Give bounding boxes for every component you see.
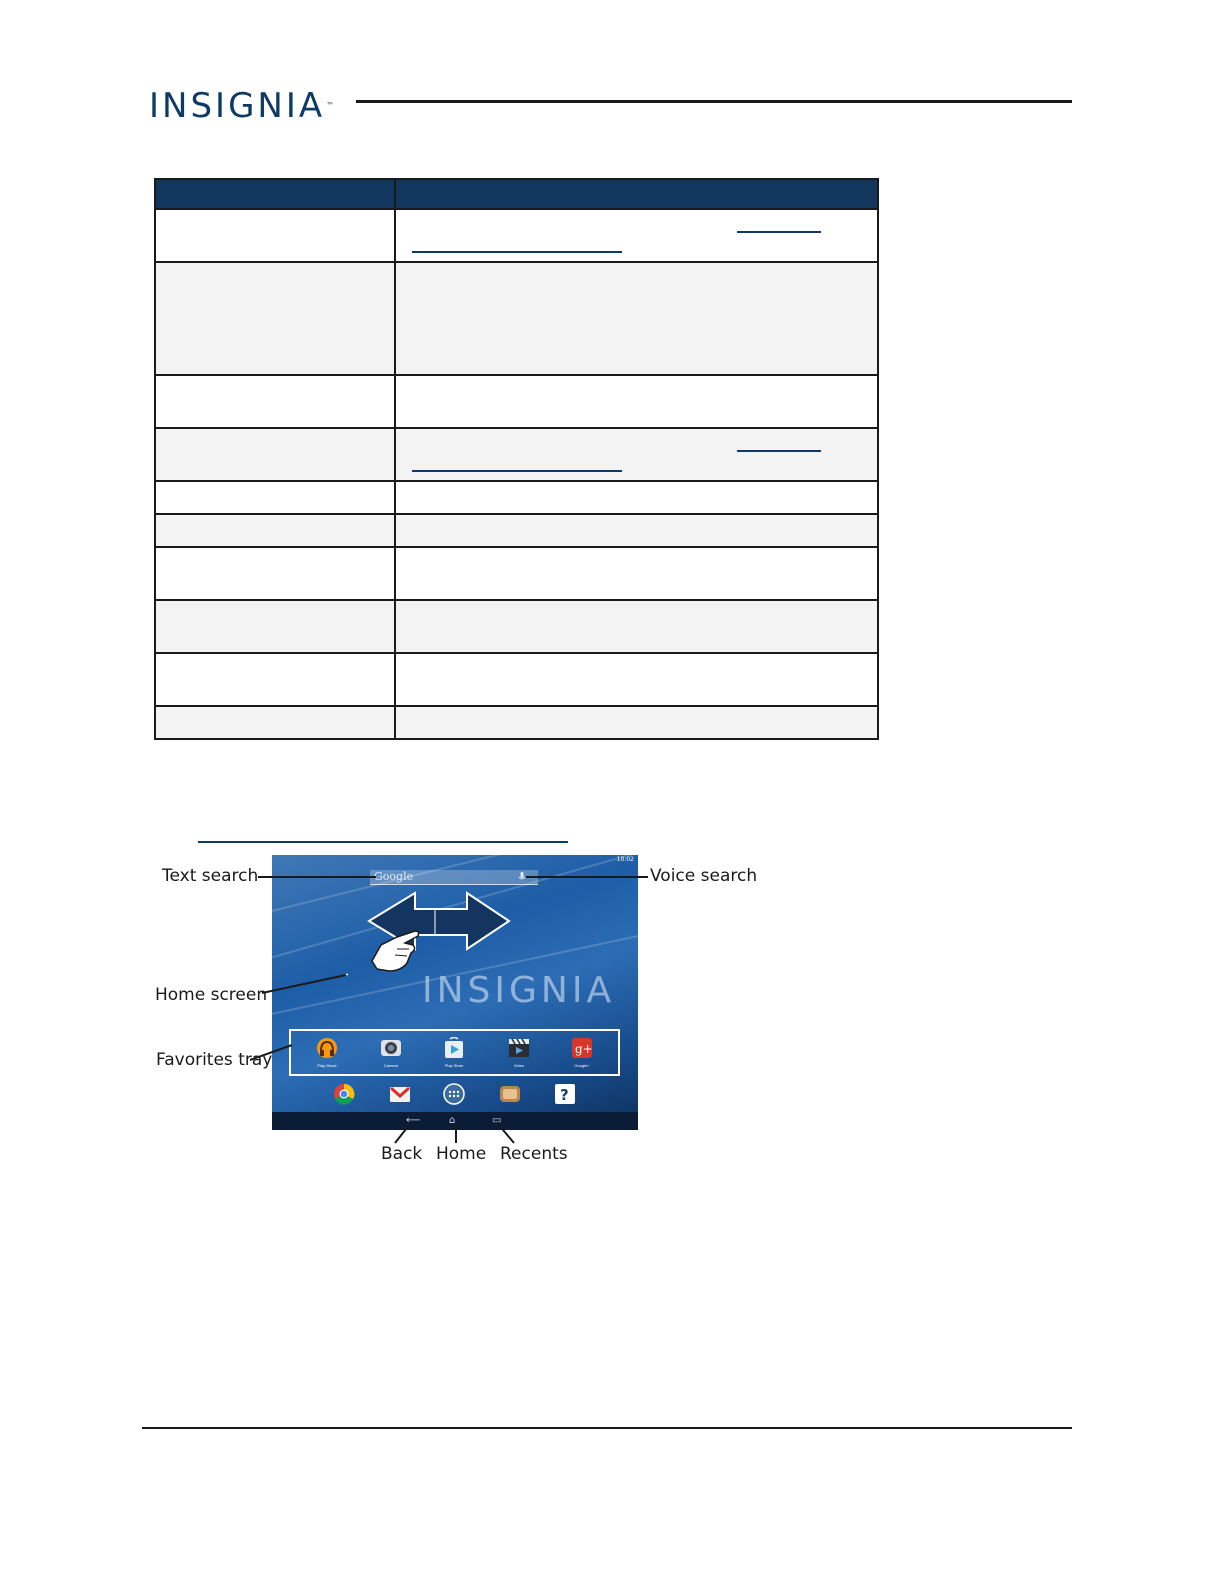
table-cell xyxy=(395,481,878,514)
insignia-wallpaper-logo: INSIGNIA xyxy=(422,970,616,1011)
back-icon[interactable]: ⟵ xyxy=(406,1115,421,1126)
table-row xyxy=(155,653,878,706)
table-row xyxy=(155,547,878,600)
app-label: Google+ xyxy=(574,1063,590,1068)
google-search-bar[interactable] xyxy=(370,870,538,885)
table-cell xyxy=(155,481,395,514)
camera-icon xyxy=(380,1037,402,1059)
callout-text-search: Text search xyxy=(162,866,259,886)
table-cell xyxy=(155,514,395,547)
table-row xyxy=(155,706,878,739)
chrome-icon[interactable] xyxy=(333,1083,355,1105)
table-row xyxy=(155,262,878,375)
table-row xyxy=(155,375,878,428)
hand-gesture-icon xyxy=(367,923,427,975)
table-header-row xyxy=(155,179,878,209)
search-placeholder: Google xyxy=(374,870,414,883)
app-play-music[interactable] xyxy=(307,1035,347,1073)
table-cell xyxy=(155,547,395,600)
callout-home-screen: Home screen xyxy=(155,985,268,1005)
app-play-store[interactable] xyxy=(434,1035,474,1073)
table-cell xyxy=(395,547,878,600)
play-store-icon xyxy=(443,1037,465,1059)
app-label: Play Music xyxy=(317,1063,337,1068)
figure-link[interactable] xyxy=(198,841,568,843)
google-plus-icon xyxy=(571,1037,593,1059)
status-time: 10:02 xyxy=(616,856,634,863)
cross-reference-link[interactable] xyxy=(412,251,622,253)
table-row xyxy=(155,428,878,481)
app-label: Video xyxy=(513,1063,525,1068)
app-label: Play Store xyxy=(444,1063,464,1068)
recents-icon[interactable]: ▭ xyxy=(492,1115,502,1126)
app-camera[interactable] xyxy=(371,1035,411,1073)
table-cell xyxy=(395,706,878,739)
cross-reference-link[interactable] xyxy=(737,231,821,233)
status-bar xyxy=(272,855,638,865)
callout-voice-search: Voice search xyxy=(650,866,758,886)
cross-reference-link[interactable] xyxy=(737,450,821,452)
app-video[interactable] xyxy=(499,1035,539,1073)
photo-app-icon[interactable] xyxy=(499,1083,521,1105)
table-cell xyxy=(395,514,878,547)
table-row xyxy=(155,481,878,514)
table-cell xyxy=(155,428,395,481)
favorites-tray xyxy=(289,1029,620,1076)
svg-text:?: ? xyxy=(560,1086,569,1104)
microphone-icon[interactable] xyxy=(518,872,526,882)
table-cell xyxy=(395,428,878,481)
svg-text:g+: g+ xyxy=(575,1042,593,1056)
app-launcher-icon[interactable] xyxy=(443,1083,465,1105)
table-row xyxy=(155,600,878,653)
table-row xyxy=(155,209,878,262)
header-rule xyxy=(356,100,1072,103)
app-label: Camera xyxy=(383,1063,399,1068)
table-row xyxy=(155,514,878,547)
navigation-bar xyxy=(272,1112,638,1130)
table-cell xyxy=(155,262,395,375)
help-icon[interactable] xyxy=(554,1083,576,1105)
app-google-plus[interactable] xyxy=(562,1035,602,1073)
spec-table xyxy=(154,178,879,740)
insignia-logo: INSIGNIA™ xyxy=(149,86,335,126)
callout-favorites-tray: Favorites tray xyxy=(156,1050,273,1070)
table-cell xyxy=(155,600,395,653)
home-screen-image xyxy=(272,855,638,1130)
play-music-icon xyxy=(316,1037,338,1059)
cross-reference-link[interactable] xyxy=(412,470,622,472)
table-cell xyxy=(395,209,878,262)
video-icon xyxy=(508,1037,530,1059)
table-cell xyxy=(155,209,395,262)
table-cell xyxy=(155,375,395,428)
table-cell xyxy=(395,600,878,653)
gmail-icon[interactable] xyxy=(389,1083,411,1105)
table-cell xyxy=(155,706,395,739)
callout-home: Home xyxy=(436,1144,487,1164)
table-cell xyxy=(395,375,878,428)
table-header-cell xyxy=(395,179,878,209)
table-cell xyxy=(395,262,878,375)
home-icon[interactable]: ⌂ xyxy=(449,1115,456,1126)
table-cell xyxy=(155,653,395,706)
callout-recents: Recents xyxy=(500,1144,568,1164)
table-cell xyxy=(395,653,878,706)
footer-rule xyxy=(142,1427,1072,1429)
callout-back: Back xyxy=(381,1144,423,1164)
table-header-cell xyxy=(155,179,395,209)
